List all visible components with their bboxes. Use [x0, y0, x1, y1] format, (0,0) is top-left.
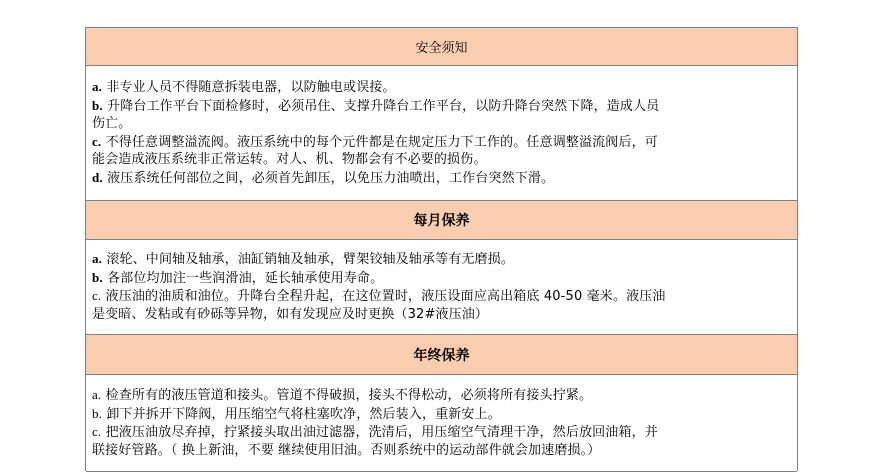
text-line: c. 不得任意调整溢流阀。液压系统中的每个元件都是在规定压力下工作的。任意调整溢流阀后，可 [92, 133, 658, 150]
text-line: a. 非专业人员不得随意拆装电器，以防触电或误接。 [92, 79, 396, 95]
section-title: 每月保养 [413, 213, 470, 229]
section-body-monthly [86, 240, 797, 335]
text-line: b. 卸下并拆开下降阀，用压缩空气将柱塞吹净，然后装入，重新安上。 [92, 405, 501, 422]
section-body-yearly [86, 375, 797, 472]
text-line: a. 滚轮、中间轴及轴承，油缸销轴及轴承，臂架铰轴及轴承等有无磨损。 [92, 251, 514, 267]
text-line: d. 液压系统任何部位之间，必须首先卸压，以免压力油喷出，工作台突然下滑。 [92, 169, 555, 186]
section-title: 年终保养 [413, 347, 470, 364]
section-body-safety [86, 66, 797, 201]
text-line: c. 把液压油放尽弃掉，拧紧接头取出油过滤器，洗清后，用压缩空气清理干净，然后放回油箱，并 [92, 424, 658, 440]
text-line: c. 液压油的油质和油位。升降台全程升起，在这位置时，液压设面应高出箱底 40-50 毫米。液压油 [92, 288, 666, 304]
text-line: a. 检查所有的液压管道和接头。管道不得破损，接头不得松动，必须将所有接头拧紧。 [92, 387, 593, 403]
section-header-safety [86, 28, 797, 66]
text-line: b. 升降台工作平台下面检修时，必须吊住、支撑升降台工作平台，以防升降台突然下降，造成人员 [92, 97, 660, 114]
maintenance-table [85, 27, 798, 471]
text-line: 是变暗、发粘或有砂砾等异物，如有发现应及时更换（32#液压油） [92, 306, 489, 322]
text-line: 联接好管路。（ 换上新油，不要 继续使用旧油。否则系统中的运动部件就会加速磨损。） [92, 442, 601, 458]
section-header-monthly [86, 201, 797, 240]
section-title: 安全须知 [415, 41, 468, 56]
section-header-yearly [86, 335, 797, 375]
text-line: 伤亡。 [92, 116, 132, 131]
text-line: b. 各部位均加注一些润滑油，延长轴承使用寿命。 [92, 269, 384, 286]
text-line: 能会造成液压系统非正常运转。对人、机、物都会有不必要的损伤。 [92, 152, 487, 167]
